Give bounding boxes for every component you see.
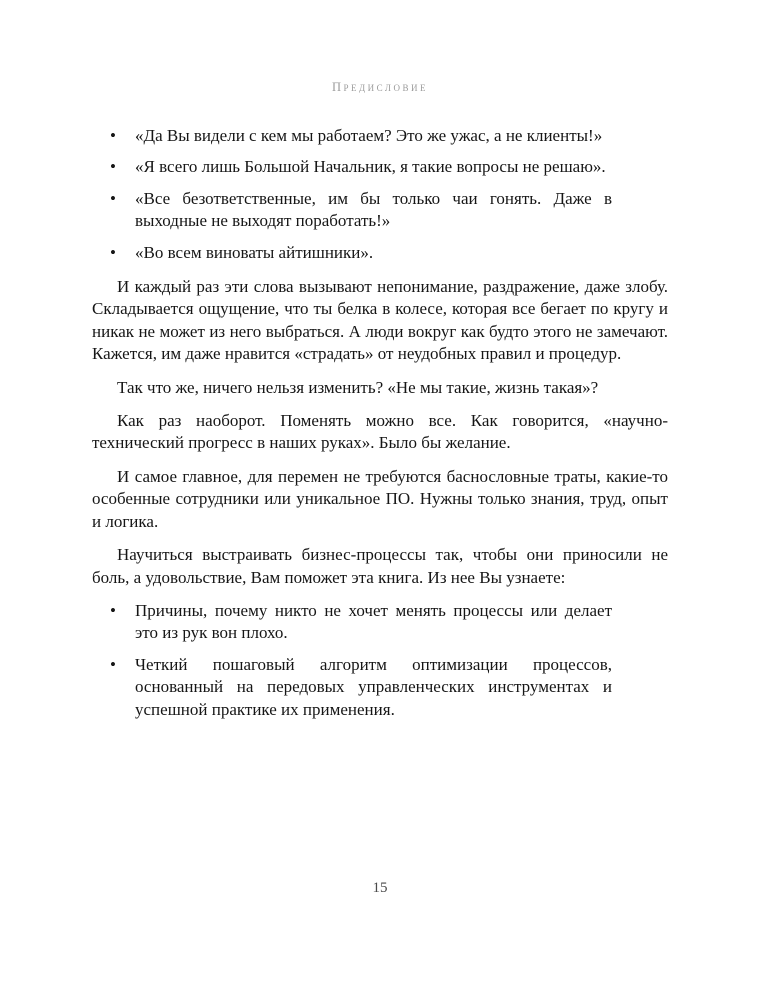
body-text	[92, 125, 668, 721]
list-item	[92, 600, 612, 645]
bullet-icon: •	[110, 157, 116, 177]
bullet-icon: •	[110, 126, 116, 145]
quote-text: «Во всем виноваты айтишники».	[135, 242, 374, 262]
paragraph: Как раз наоборот. Поменять можно все. Как говорится, «научно-технический прогресс в наших руках». Было бы желание.	[92, 411, 668, 453]
list-item	[92, 125, 612, 147]
paragraph: Так что же, ничего нельзя изменить? «Не мы такие, жизнь такая»?	[117, 377, 599, 397]
bullet-icon: •	[110, 600, 116, 620]
paragraph: И каждый раз эти слова вызывают непонимание, раздражение, даже злобу. Складывается ощущение, что ты белка в колесе, которая все бегает по кругу и никак не может из него выбраться. А люди вокруг как будто этого не замечают. Кажется, им даже нравится «страдать» от неудобных правил и процедур.	[92, 277, 668, 364]
quote-text: «Я всего лишь Большой Начальник, я такие вопросы не решаю».	[135, 157, 606, 177]
list-item	[92, 654, 612, 721]
list-item	[92, 156, 612, 178]
takeaway-text: Четкий пошаговый алгоритм оптимизации процессов, основанный на передовых управленческих инструментах и успешной практике их применения.	[135, 654, 612, 719]
quotes-list	[92, 125, 668, 264]
page-number: 15	[372, 880, 388, 896]
quote-text: «Все безответственные, им бы только чаи гонять. Даже в выходные не выходят поработать!»	[135, 188, 612, 231]
bullet-icon: •	[110, 242, 116, 262]
bullet-icon: •	[110, 188, 116, 208]
paragraph: И самое главное, для перемен не требуются баснословные траты, какие-то особенные сотрудники или уникальное ПО. Нужны только знания, труд, опыт и логика.	[92, 466, 668, 531]
list-item	[92, 242, 612, 264]
takeaways-list	[92, 600, 668, 721]
quote-text: «Да Вы видели с кем мы работаем? Это же ужас, а не клиенты!»	[135, 126, 603, 145]
paragraph: Научиться выстраивать бизнес-процессы так, чтобы они приносили не боль, а удовольствие, Вам поможет эта книга. Из нее Вы узнаете:	[92, 545, 668, 587]
page-content	[92, 80, 668, 733]
takeaway-text: Причины, почему никто не хочет менять процессы или делает это из рук вон плохо.	[135, 600, 612, 643]
list-item	[92, 188, 612, 233]
running-header: Предисловие	[331, 80, 429, 94]
bullet-icon: •	[110, 654, 116, 674]
